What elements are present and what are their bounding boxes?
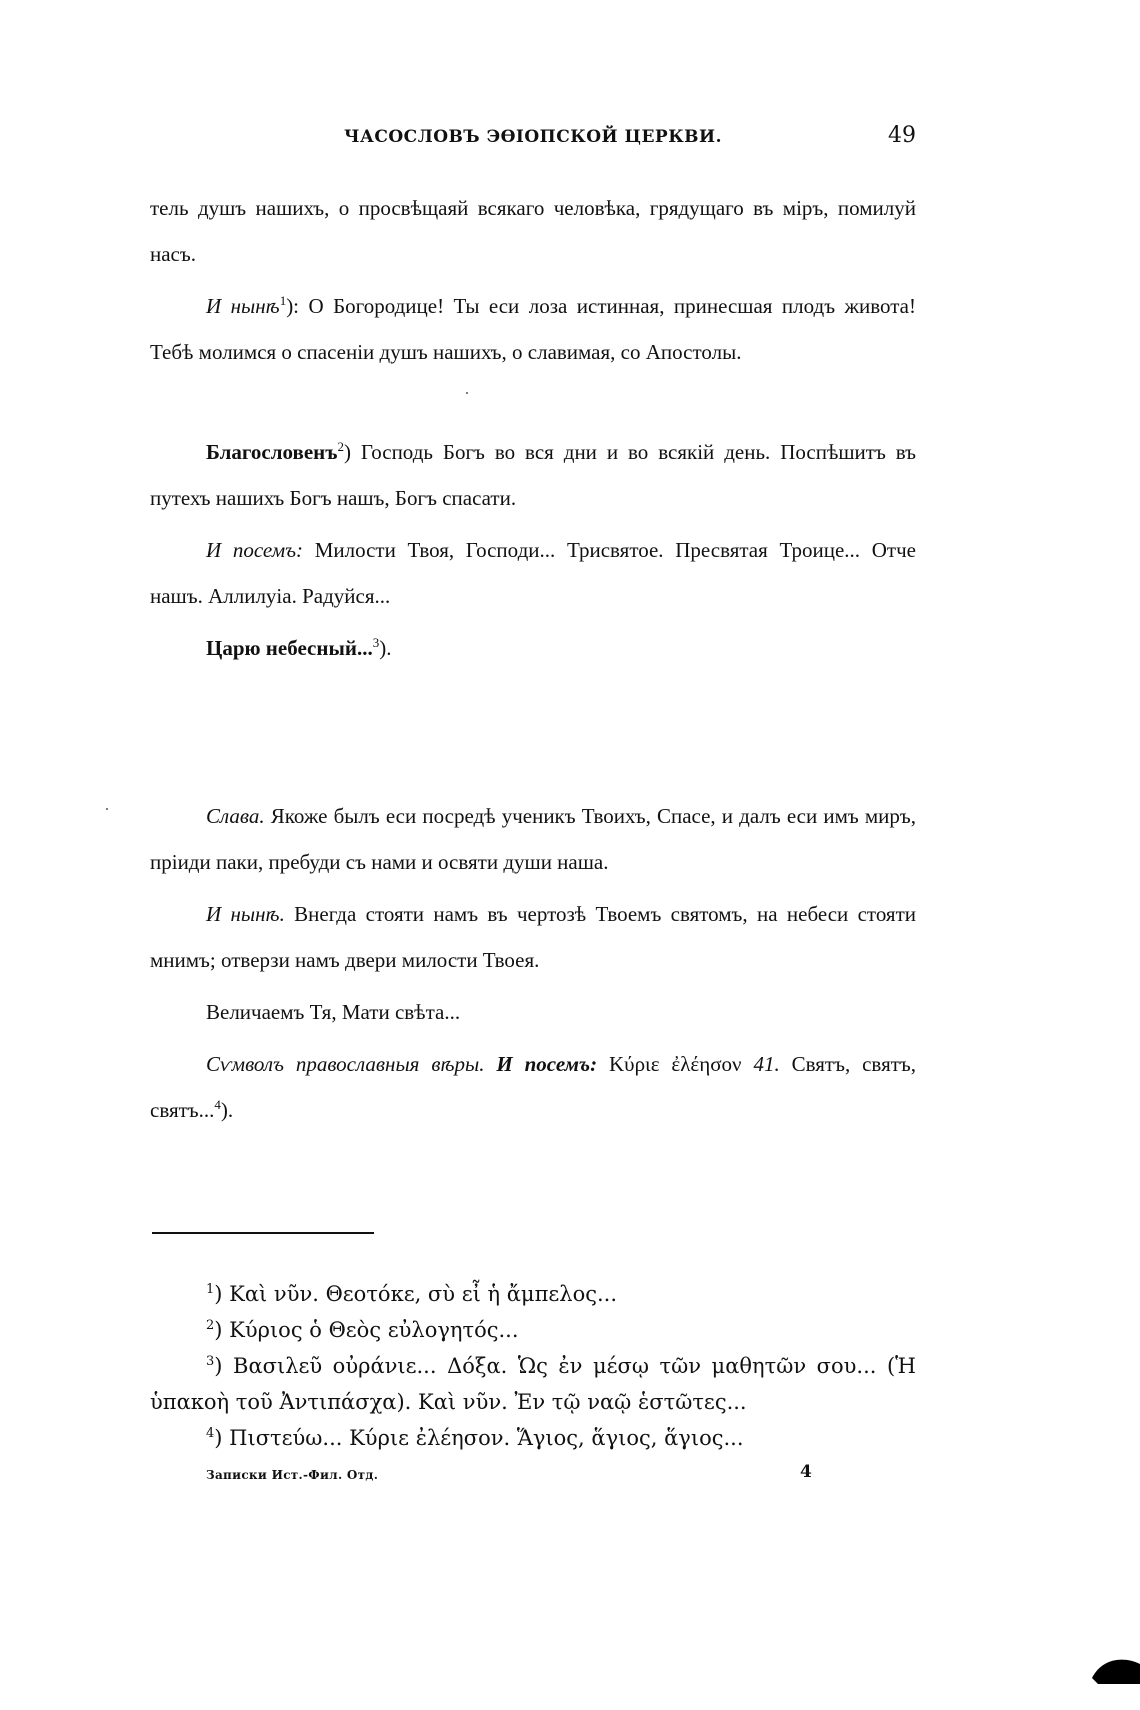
paragraph-end: ). bbox=[220, 1098, 234, 1122]
italic-lead: И нынѣ. bbox=[206, 902, 285, 926]
footnote-4 bbox=[150, 1420, 916, 1456]
page-curl-shadow-icon bbox=[1088, 1650, 1140, 1684]
footnote-text: ) Βασιλεῦ οὐράνιε... Δόξα. Ὡς ἐν μέσῳ τῶν μαθητῶν σου... (Ἡ ὑπακοὴ τοῦ Ἀντιπάσχα). Καὶ νῦν. Ἐν τῷ ναῷ ἑστῶτες... bbox=[150, 1354, 916, 1414]
main-text-block-2 bbox=[150, 429, 916, 671]
paragraph-i-nyne-1 bbox=[150, 283, 916, 375]
footnote-2 bbox=[150, 1312, 916, 1348]
italic-lead: Слава. bbox=[206, 804, 265, 828]
greek-text: Κύριε ἐλέησον bbox=[597, 1052, 754, 1076]
footnote-mark: 4 bbox=[206, 1426, 215, 1441]
paragraph-i-nyne-2 bbox=[150, 891, 916, 983]
paragraph-text: ). bbox=[379, 636, 392, 660]
italic-lead: Сѵмволъ православныя вѣры. bbox=[206, 1052, 485, 1076]
imprint-line bbox=[206, 1462, 826, 1486]
paragraph-text: ) Господь Богъ во вся дни и во всякій день. Поспѣшитъ въ путехъ нашихъ Богъ нашъ, Богъ спасати. bbox=[150, 440, 916, 510]
footnote-mark: 3 bbox=[206, 1354, 215, 1369]
paragraph-continuation: тель душъ нашихъ, о просвѣщаяй всякаго человѣка, грядущаго въ міръ, помилуй насъ. bbox=[150, 196, 916, 266]
footnote-ref-1: 1 bbox=[279, 293, 287, 308]
footnotes bbox=[150, 1276, 916, 1456]
footnote-mark: 1 bbox=[206, 1282, 215, 1297]
paragraph-blagoslovenu bbox=[150, 429, 916, 521]
paragraph-text: Святъ, святъ, святъ... bbox=[150, 1052, 917, 1122]
paragraph-text: Внегда стояти намъ въ чертозѣ Твоемъ святомъ, на небеси стояти мнимъ; отверзи намъ двери милости Твоея. bbox=[150, 902, 916, 972]
footnote-ref-3: 3 bbox=[372, 635, 380, 650]
footnote-1 bbox=[150, 1276, 916, 1312]
footnote-ref-2: 2 bbox=[337, 439, 344, 454]
print-speck bbox=[466, 392, 468, 394]
signature-mark: 4 bbox=[800, 1462, 812, 1482]
footnote-mark: 2 bbox=[206, 1318, 215, 1333]
paragraph-symbol-very bbox=[150, 1041, 916, 1133]
italic-bold-lead: И посемъ: bbox=[496, 1052, 598, 1076]
paragraph-velichaem: Величаемъ Тя, Мати свѣта... bbox=[206, 1000, 461, 1024]
page-number: 49 bbox=[888, 123, 916, 148]
paragraph-i-posem bbox=[150, 527, 916, 619]
main-text-block-1 bbox=[150, 185, 916, 375]
italic-number: 41. bbox=[753, 1052, 780, 1076]
bold-lead: Царю небесный... bbox=[206, 636, 373, 660]
paragraph-slava bbox=[150, 793, 916, 885]
running-head bbox=[150, 123, 916, 153]
paragraph-text: Милости Твоя, Господи... Трисвятое. Пресвятая Троице... Отче нашъ. Аллилуіа. Радуйся... bbox=[150, 538, 916, 608]
paragraph-text: ): О Богородице! Ты еси лоза истинная, принесшая плодъ живота! Тебѣ молимся о спасеніи душъ нашихъ, о славимая, со Апостолы. bbox=[150, 294, 916, 364]
bold-lead: Благословенъ bbox=[206, 440, 338, 464]
italic-lead: И посемъ: bbox=[206, 538, 303, 562]
footnote-ref-4: 4 bbox=[214, 1097, 221, 1112]
running-title: ЧАСОСЛОВЪ ЭѲІОПСКОЙ ЦЕРКВИ. bbox=[343, 127, 723, 147]
print-speck bbox=[106, 808, 108, 810]
footnote-separator bbox=[152, 1232, 374, 1234]
paragraph-tsaryu-nebesny bbox=[150, 625, 916, 671]
footnote-3 bbox=[150, 1348, 916, 1420]
imprint-series-title: Записки Ист.-Фил. Отд. bbox=[206, 1468, 379, 1482]
paragraph-text: Якоже былъ еси посредѣ ученикъ Твоихъ, Спасе, и далъ еси имъ миръ, пріиди паки, пребуди съ нами и освяти души наша. bbox=[150, 804, 916, 874]
italic-lead: И нынѣ bbox=[206, 294, 280, 318]
main-text-block-3 bbox=[150, 793, 916, 1133]
footnote-text: ) Κύριος ὁ Θεὸς εὐλογητός... bbox=[214, 1318, 519, 1342]
footnote-text: ) Πιστεύω... Κύριε ἐλέησον. Ἅγιος, ἅγιος, ἅγιος... bbox=[214, 1426, 744, 1450]
footnote-text: ) Καὶ νῦν. Θεοτόκε, σὺ εἶ ἡ ἄμπελος... bbox=[214, 1282, 618, 1306]
